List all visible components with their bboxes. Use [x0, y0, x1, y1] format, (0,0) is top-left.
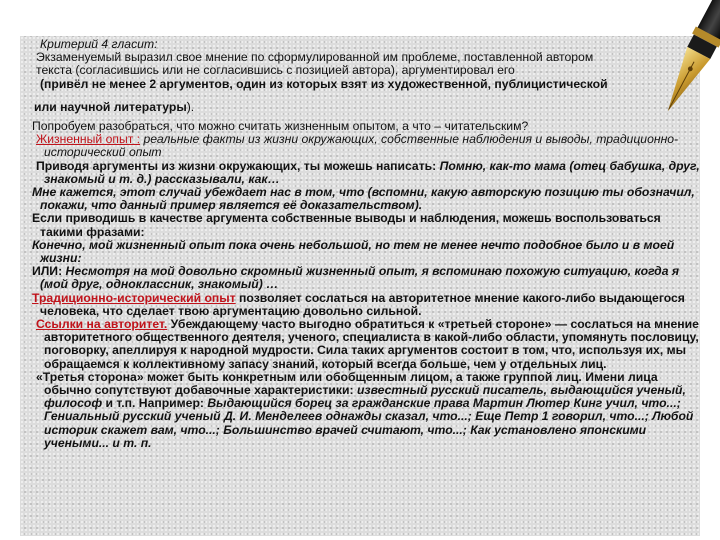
criterion-heading: Критерий 4 гласит:	[40, 37, 158, 51]
third-party-paragraph: «Третья сторона» может быть конкретным или обобщенным лицом, а также группой лиц. Имени лица обычно сопутствуют добавочные характеристики: известный русский писатель, выдающийся ученый, философ и т.п. Например: Выдающийся борец за гражданские права Мартин Лютер Кинг учил, что...; Гениальный русский ученый Д. И. Менделеев однажды сказал, что...; Еще Петр 1 говорил, что...; Любой историк скажет вам, что...; Большинство врачей считают, что...; Как установлено японскими учеными... и т. п.	[36, 369, 694, 450]
criterion-line-1: Экзаменуемый выразил свое мнение по сформулированной им проблеме, поставленной автором	[36, 50, 594, 65]
criterion-line-4: или научной литературы).	[34, 99, 195, 114]
criterion-text	[26, 51, 700, 114]
phrase-example-1: Конечно, мой жизненный опыт пока очень небольшой, но тем не менее нечто подобное было и в моей жизни:	[32, 237, 675, 266]
arguments-paragraph: Приводя аргументы из жизни окружающих, ты можешь написать: Помню, как-то мама (отец бабушка, друг, знакомый и т. д.) рассказывали, как…	[36, 158, 700, 186]
own-conclusions-paragraph: Если приводишь в качестве аргумента собственные выводы и наблюдения, можешь воспользоваться такими фразами:	[32, 211, 661, 239]
authority-paragraph: Ссылки на авторитет. Убеждающему часто выгодно обратиться к «третьей стороне» — сослаться на мнение авторитетного общественного деятеля, ученого, специалиста в какой-либо области, упомянуть пословицу, поговорку, апеллируя к народной мудрости. Сила таких аргументов состоит в том, что, используя их, мы обращаемся к коллективному запасу знаний, который всегда больше, чем у отдельных лиц.	[36, 317, 699, 371]
slide-text	[26, 38, 700, 450]
conclusion-paragraph: Мне кажется, этот случай убеждает нас в том, что (вспомни, какую авторскую позицию ты обозначил, покажи, что данный пример является её доказательством).	[32, 185, 695, 213]
phrase-example-2: ИЛИ: Несмотря на мой довольно скромный жизненный опыт, я вспоминаю похожую ситуацию, когда я (мой друг, одноклассник, знакомый) …	[32, 264, 680, 292]
criterion-line-2: текста (согласившись или не согласившись с позицией автора), аргументировал его	[36, 63, 515, 78]
question-paragraph: Попробуем разобраться, что можно считать жизненным опытом, а что – читательским?	[32, 119, 529, 134]
life-experience-paragraph: Жизненный опыт : реальные факты из жизни окружающих, собственные наблюдения и выводы, традиционно- исторический опыт	[36, 132, 679, 160]
criterion-line-3: (привёл не менее 2 аргументов, один из которых взят из художественной, публицистической	[40, 76, 608, 91]
historical-experience-paragraph: Традиционно-исторический опыт позволяет сослаться на авторитетное мнение какого-либо выдающегося человека, что сделает твою аргументацию довольно сильной.	[32, 290, 685, 318]
